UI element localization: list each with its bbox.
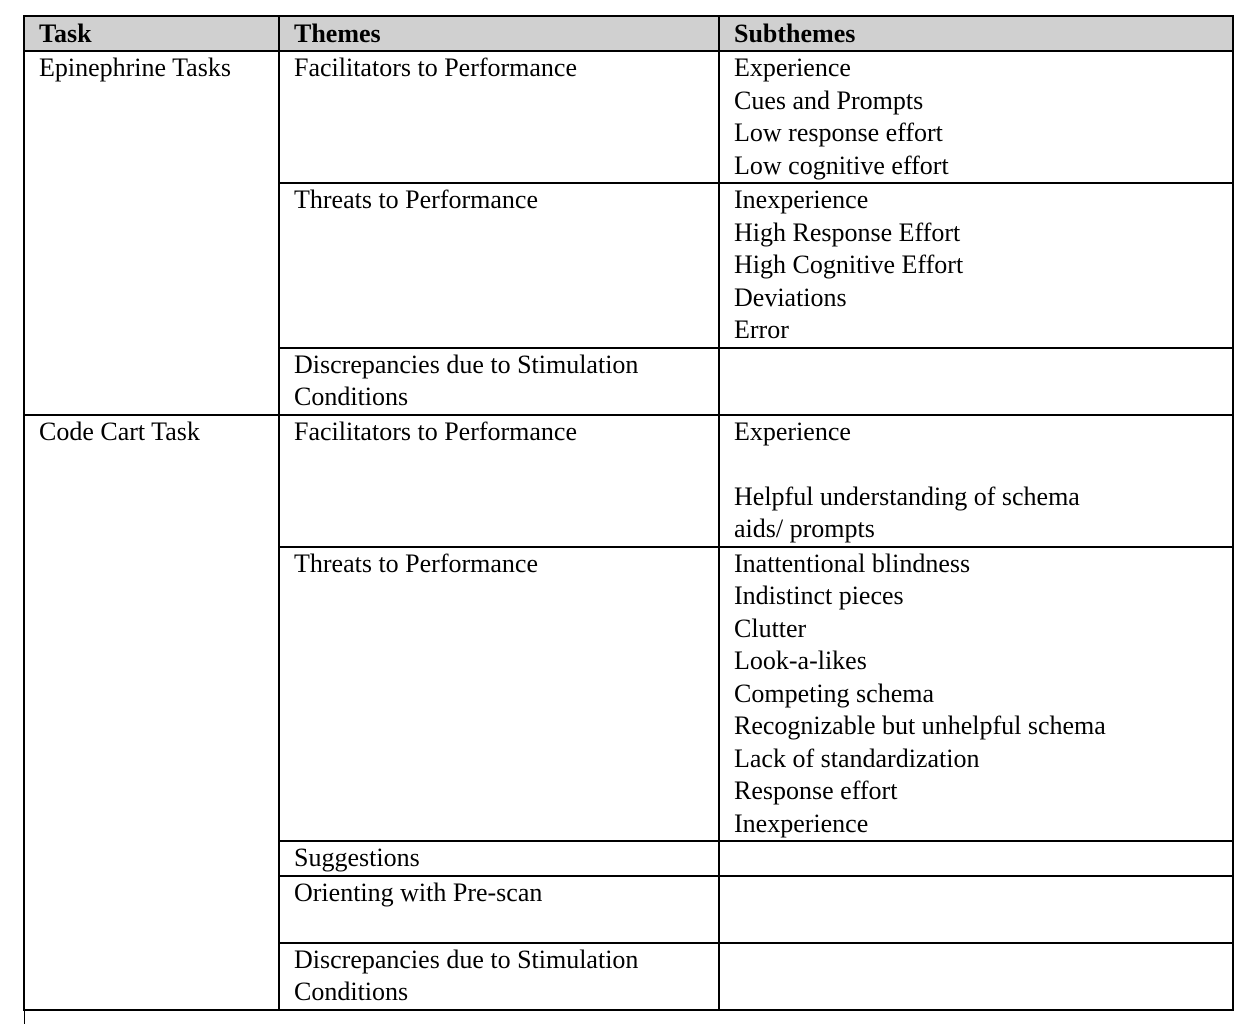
theme-line: Conditions xyxy=(294,382,409,411)
theme-line: Discrepancies due to Stimulation xyxy=(294,349,639,379)
subtheme-item: High Response Effort xyxy=(734,217,961,247)
header-task: Task xyxy=(24,16,279,51)
subtheme-item: Experience xyxy=(734,416,851,446)
subtheme-item: Inexperience xyxy=(734,808,869,838)
table-row xyxy=(24,415,1233,547)
subtheme-item: Low cognitive effort xyxy=(734,150,949,180)
subthemes-cell xyxy=(719,348,1233,415)
theme-line: Facilitators to Performance xyxy=(294,416,578,446)
theme-line: Orienting with Pre-scan xyxy=(294,877,543,907)
theme-line: Threats to Performance xyxy=(294,548,539,578)
subtheme-item: Inexperience xyxy=(734,185,869,214)
subthemes-cell xyxy=(719,876,1233,943)
task-label: Epinephrine Tasks xyxy=(39,53,231,82)
subtheme-item: Indistinct pieces xyxy=(734,581,904,610)
subtheme-item: Lack of standardization xyxy=(734,743,980,773)
subthemes-cell xyxy=(719,183,1233,348)
theme-cell xyxy=(279,51,719,183)
task-cell xyxy=(24,51,279,415)
subtheme-item xyxy=(734,448,1218,481)
theme-cell xyxy=(279,415,719,547)
subtheme-item: Experience xyxy=(734,53,851,82)
theme-cell xyxy=(279,348,719,415)
theme-line: Threats to Performance xyxy=(294,185,539,214)
theme-line: Conditions xyxy=(294,977,409,1006)
table-row xyxy=(24,51,1233,183)
subtheme-item: Cues and Prompts xyxy=(734,85,924,115)
theme-cell xyxy=(279,547,719,842)
subtheme-item: High Cognitive Effort xyxy=(734,250,964,279)
task-cell xyxy=(24,415,279,1010)
theme-cell xyxy=(279,876,719,943)
theme-cell xyxy=(279,183,719,348)
table-body xyxy=(24,51,1233,1010)
subthemes-cell xyxy=(719,841,1233,876)
text-cursor xyxy=(24,1008,25,1024)
subthemes-cell xyxy=(719,547,1233,842)
subthemes-cell xyxy=(719,943,1233,1010)
header-themes: Themes xyxy=(279,16,719,51)
theme-line: Discrepancies due to Stimulation xyxy=(294,944,639,974)
themes-table xyxy=(23,15,1234,1011)
empty-line xyxy=(734,877,1218,910)
subtheme-item: Helpful understanding of schema xyxy=(734,481,1080,511)
theme-line xyxy=(294,909,704,942)
subtheme-item: Deviations xyxy=(734,282,847,312)
theme-cell xyxy=(279,841,719,876)
theme-line: Facilitators to Performance xyxy=(294,53,578,82)
subtheme-item: Response effort xyxy=(734,776,898,805)
subtheme-item: Recognizable but unhelpful schema xyxy=(734,711,1106,740)
subtheme-item: Clutter xyxy=(734,613,807,643)
subtheme-item: Inattentional blindness xyxy=(734,548,971,578)
theme-cell xyxy=(279,943,719,1010)
subtheme-item: Look-a-likes xyxy=(734,646,867,675)
subtheme-item: Low response effort xyxy=(734,118,943,147)
subthemes-cell xyxy=(719,415,1233,547)
subtheme-item: Competing schema xyxy=(734,678,935,708)
empty-line xyxy=(734,349,1218,382)
header-subthemes: Subthemes xyxy=(719,16,1233,51)
task-label: Code Cart Task xyxy=(39,416,200,446)
subthemes-cell xyxy=(719,51,1233,183)
empty-line xyxy=(734,944,1218,977)
empty-line xyxy=(734,842,1218,875)
subtheme-item: Error xyxy=(734,315,789,344)
theme-line: Suggestions xyxy=(294,843,420,872)
subtheme-item: aids/ prompts xyxy=(734,514,875,543)
header-row xyxy=(24,16,1233,51)
